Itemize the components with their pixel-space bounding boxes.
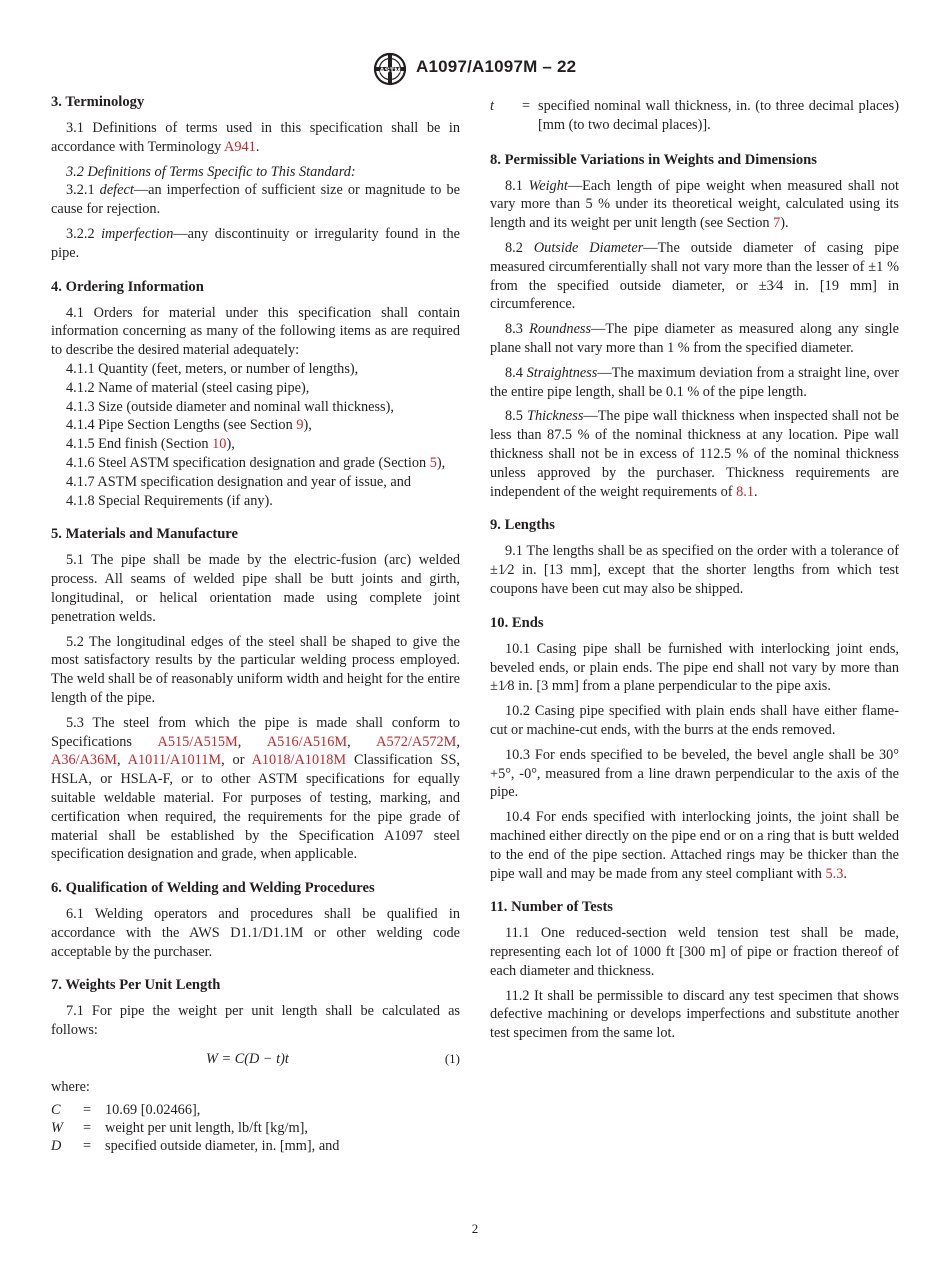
ref-link-5-3[interactable]: 5.3	[825, 865, 844, 882]
document-designation: A1097/A1097M – 22	[416, 57, 577, 76]
ref-link-8-1[interactable]: 8.1	[736, 483, 755, 500]
section-heading: 8. Permissible Variations in Weights and Dimensions	[490, 151, 817, 168]
section-heading: 5. Materials and Manufacture	[51, 526, 238, 543]
paragraph-5-1: 5.1 The pipe shall be made by the electric-fusion (arc) welded process. All seams of welded pipe shall be butt joints and girth, longitudinal, or helical orientation made using complete joint penetration welds.	[51, 552, 460, 625]
paragraph-8-3: 8.3 Roundness—The pipe diameter as measured along any single plane shall not vary more than 1 % from the specified diameter.	[490, 321, 899, 356]
paragraph-10-2: 10.2 Casing pipe specified with plain ends shall have either flame-cut or machine-cut ends, with the burrs at the ends removed.	[490, 703, 899, 738]
symbol-definition: W = weight per unit length, lb/ft [kg/m],	[51, 1119, 308, 1136]
symbol-definition: C = 10.69 [0.02466],	[51, 1101, 201, 1118]
ref-link-a1018[interactable]: A1018/A1018M	[251, 752, 347, 769]
list-item: 4.1.1 Quantity (feet, meters, or number of lengths),	[66, 360, 359, 377]
ref-link-section-7[interactable]: 7	[773, 215, 781, 232]
paragraph-11-2: 11.2 It shall be permissible to discard any test specimen that shows defective machining or develops imperfections and substitute another test specimen from the same lot.	[490, 987, 899, 1042]
paragraph-3-2: 3.2 Definitions of Terms Specific to This Standard:	[66, 163, 356, 180]
section-heading: 6. Qualification of Welding and Welding Procedures	[51, 880, 375, 897]
ref-link-section-10[interactable]: 10	[212, 436, 227, 453]
paragraph-8-2: 8.2 Outside Diameter—The outside diameter of casing pipe measured circumferentially shall not vary more than the lesser of ±1 % from the specified outside diameter, or ±3⁄4 in. [19 mm] in circumference.	[490, 239, 899, 313]
page-header	[0, 52, 950, 86]
paragraph-6-1: 6.1 Welding operators and procedures shall be qualified in accordance with the AWS D1.1/D1.1M or other welding code acceptable by the purchaser.	[51, 906, 460, 960]
section-heading: 4. Ordering Information	[51, 278, 204, 295]
symbol: C	[51, 1101, 61, 1118]
section-lengths	[490, 516, 899, 598]
ref-link-a1011[interactable]: A1011/A1011M	[127, 752, 222, 769]
section-welding-qualification	[51, 879, 460, 961]
paragraph-8-4: 8.4 Straightness—The maximum deviation from a straight line, over the entire pipe length, shall be 0.1 % of the pipe length.	[490, 364, 899, 400]
equation-formula: W = C(D − t)t	[206, 1051, 289, 1068]
symbol: W	[51, 1119, 63, 1136]
paragraph-3-2-2: 3.2.2 imperfection—any discontinuity or irregularity found in the pipe.	[51, 225, 460, 261]
paragraph-11-1: 11.1 One reduced-section weld tension test shall be made, representing each lot of 1000 ft [300 m] of pipe or fraction thereof of each diameter and thickness.	[490, 925, 899, 979]
paragraph-10-3: 10.3 For ends specified to be beveled, the bevel angle shall be 30° +5°, -0°, measured from a line drawn perpendicular to the axis of the pipe.	[490, 746, 899, 801]
equation-number: (1)	[444, 1051, 460, 1067]
page-number: 2	[471, 1221, 479, 1236]
section-number-of-tests	[490, 898, 899, 1043]
section-permissible-variations	[490, 151, 899, 502]
ref-link-a941[interactable]: A941	[224, 138, 256, 155]
paragraph-10-1: 10.1 Casing pipe shall be furnished with interlocking joint ends, beveled ends, or plain ends. The pipe end shall not vary by more than ±1⁄8 in. [3 mm] from a plane perpendicular to the pipe axis.	[490, 640, 899, 695]
section-ordering-information	[51, 278, 460, 511]
symbol: D	[51, 1137, 62, 1154]
list-item: 4.1.7 ASTM specification designation and year of issue, and	[66, 473, 412, 490]
ref-link-section-9[interactable]: 9	[296, 417, 304, 434]
paragraph-8-1: 8.1 Weight—Each length of pipe weight when measured shall not vary more than 5 % under its theoretical weight, calculated using its length and its weight per unit length (see Section 7).	[490, 177, 899, 232]
section-ends	[490, 614, 899, 884]
ref-link-a516[interactable]: A516/A516M	[266, 733, 348, 750]
section-weights-per-unit-length	[51, 976, 460, 1154]
section-heading: 11. Number of Tests	[490, 899, 613, 916]
list-item: 4.1.8 Special Requirements (if any).	[66, 492, 273, 509]
ref-link-a36[interactable]: A36/A36M	[51, 752, 117, 769]
right-column	[490, 97, 899, 1058]
symbol-definition: t = specified nominal wall thickness, in. (to three decimal places) [mm (to two decimal places)].	[490, 98, 899, 133]
ref-link-a572[interactable]: A572/A572M	[376, 733, 457, 750]
section-materials-manufacture	[51, 525, 460, 864]
section-terminology	[51, 93, 460, 263]
list-item: 4.1.4 Pipe Section Lengths (see Section 9),	[66, 417, 312, 434]
section-heading: 9. Lengths	[490, 517, 555, 534]
symbol: t	[490, 98, 494, 114]
paragraph-7-1: 7.1 For pipe the weight per unit length shall be calculated as follows:	[51, 1003, 460, 1039]
paragraph-4-1: 4.1 Orders for material under this specification shall contain information concerning as many of the following items as are required to describe the desired material adequately:	[51, 304, 460, 359]
section-heading: 3. Terminology	[51, 94, 145, 110]
where-label: where:	[51, 1079, 90, 1096]
equation-1	[51, 1048, 460, 1072]
ref-link-section-5[interactable]: 5	[429, 454, 437, 471]
astm-logo-icon	[372, 52, 408, 86]
paragraph-10-4: 10.4 For ends specified with interlocking joints, the joint shall be machined either directly on the pipe end or on a ring that is butt welded to the end of the pipe section. Attached rings may be thicker than the pipe wall and may be made from any steel compliant with 5.3.	[490, 809, 899, 882]
list-item: 4.1.6 Steel ASTM specification designation and grade (Section 5),	[66, 454, 446, 471]
logo-text: ASTM	[379, 65, 401, 75]
ref-link-a515[interactable]: A515/A515M	[157, 733, 238, 750]
paragraph-3-1: 3.1 Definitions of terms used in this specification shall be in accordance with Terminology A941.	[51, 120, 460, 155]
list-item: 4.1.5 End finish (Section 10),	[66, 436, 235, 453]
list-item: 4.1.2 Name of material (steel casing pipe),	[66, 379, 310, 396]
paragraph-5-2: 5.2 The longitudinal edges of the steel shall be shaped to give the most satisfactory results by the particular welding process employed. The weld shall be of reasonably uniform width and height for the entire length of the pipe.	[51, 633, 460, 706]
left-column	[51, 93, 460, 1170]
paragraph-8-5: 8.5 Thickness—The pipe wall thickness when inspected shall not be less than 87.5 % of the nominal thickness at any location. Pipe wall thickness shall not be in excess of 112.5 % of the nominal thickness unless approved by the purchaser. Thickness requirements are independent of the weight requirements of 8.1.	[490, 408, 900, 500]
section-heading: 7. Weights Per Unit Length	[51, 977, 221, 994]
symbol-definition: D = specified outside diameter, in. [mm], and	[51, 1137, 340, 1154]
paragraph-9-1: 9.1 The lengths shall be as specified on the order with a tolerance of ±1⁄2 in. [13 mm], except that the shorter lengths from which test coupons have been cut may also be shipped.	[490, 543, 899, 597]
section-heading: 10. Ends	[490, 614, 544, 631]
paragraph-5-3: 5.3 The steel from which the pipe is made shall conform to Specifications A515/A515M, A516/A516M, A572/A572M, A36/A36M, A1011/A1011M, or A1018/A1018M Classification SS, HSLA, or HSLA-F, or to other ASTM specifications for equally suitable weldable material. For purposes of testing, marking, and certification when required, the requirements for the pipe grade of material shall be established by the Specification A1097 steel specification designation and grade, when applicable.	[51, 714, 460, 863]
paragraph-3-2-1: 3.2.1 defect—an imperfection of sufficient size or magnitude to be cause for rejection.	[51, 182, 460, 218]
list-item: 4.1.3 Size (outside diameter and nominal wall thickness),	[66, 398, 394, 415]
